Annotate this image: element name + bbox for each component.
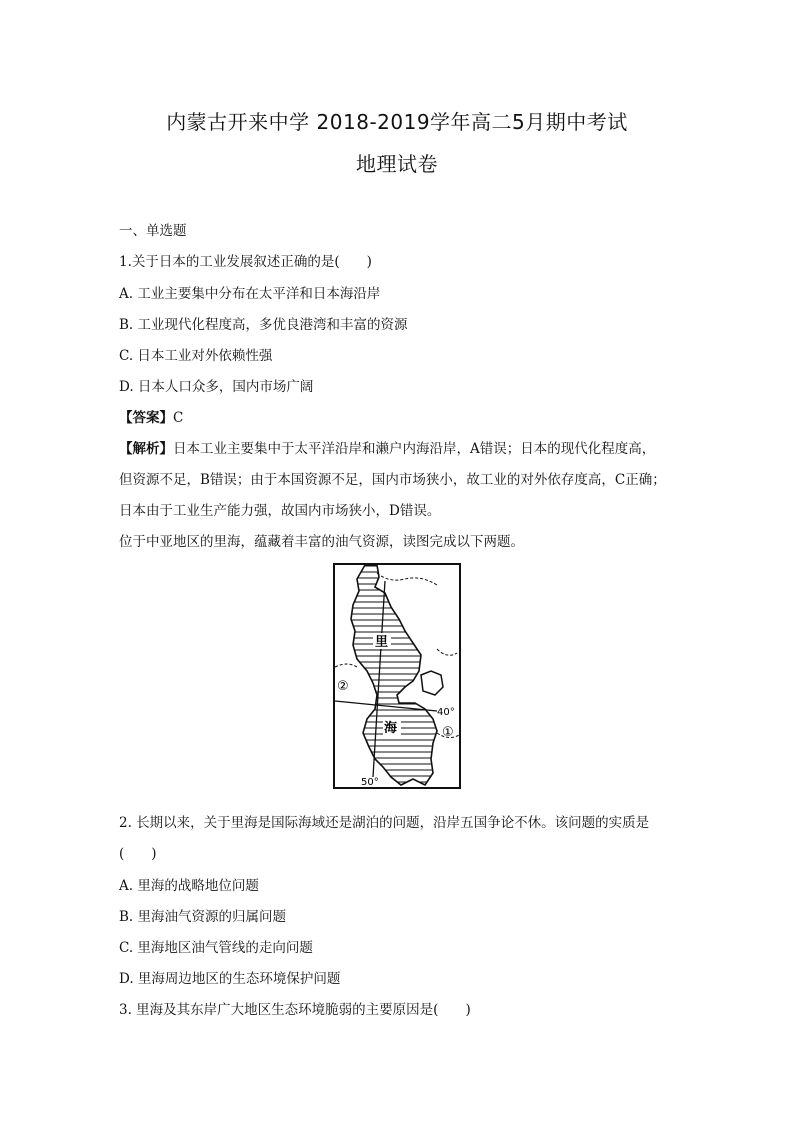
analysis-text: 日本工业主要集中于太平洋沿岸和濑户内海沿岸，A错误；日本的现代化程度高， xyxy=(173,441,656,457)
map-label-lon: 50° xyxy=(361,777,379,788)
question-1-analysis-line-3: 日本由于工业生产能力强，故国内市场狭小，D错误。 xyxy=(119,503,441,519)
question-3-stem: 3. 里海及其东岸广大地区生态环境脆弱的主要原因是( ) xyxy=(119,1002,471,1018)
question-2-option-c: C. 里海地区油气管线的走向问题 xyxy=(119,940,313,956)
question-2-option-d: D. 里海周边地区的生态环境保护问题 xyxy=(119,971,341,987)
question-1-option-b: B. 工业现代化程度高，多优良港湾和丰富的资源 xyxy=(119,317,408,333)
question-2-stem-line-1: 2. 长期以来，关于里海是国际海域还是湖泊的问题，沿岸五国争论不休。该问题的实质是 xyxy=(119,815,650,831)
question-2-stem-line-2: ( ) xyxy=(119,846,157,862)
question-1-option-a: A. 工业主要集中分布在太平洋和日本海沿岸 xyxy=(119,286,381,302)
caspian-sea-map xyxy=(333,563,461,789)
map-label-lat: 40° xyxy=(437,707,455,718)
answer-label: 【答案】 xyxy=(119,410,173,426)
answer-value: C xyxy=(173,410,184,426)
section-heading: 一、单选题 xyxy=(119,223,187,239)
analysis-label: 【解析】 xyxy=(119,441,173,457)
page-subtitle: 地理试卷 xyxy=(356,152,438,176)
map-marker-2: ② xyxy=(337,679,349,694)
question-1-answer xyxy=(119,406,183,426)
question-1-stem: 1.关于日本的工业发展叙述正确的是( ) xyxy=(119,254,372,270)
map-marker-1: ① xyxy=(442,725,454,740)
question-1-option-c: C. 日本工业对外依赖性强 xyxy=(119,348,273,364)
map-intro: 位于中亚地区的里海，蕴藏着丰富的油气资源，读图完成以下两题。 xyxy=(119,534,524,550)
map-label-hai: 海 xyxy=(384,721,398,736)
question-2-option-a: A. 里海的战略地位问题 xyxy=(119,878,259,894)
question-2-option-b: B. 里海油气资源的归属问题 xyxy=(119,909,287,925)
question-1-analysis-line-1 xyxy=(119,437,655,457)
page-title: 内蒙古开来中学 2018-2019学年高二5月期中考试 xyxy=(166,110,628,134)
map-label-li: 里 xyxy=(375,635,389,650)
question-1-analysis-line-2: 但资源不足，B错误；由于本国资源不足，国内市场狭小，故工业的对外依存度高，C正确； xyxy=(119,472,666,488)
question-1-option-d: D. 日本人口众多，国内市场广阔 xyxy=(119,379,314,395)
